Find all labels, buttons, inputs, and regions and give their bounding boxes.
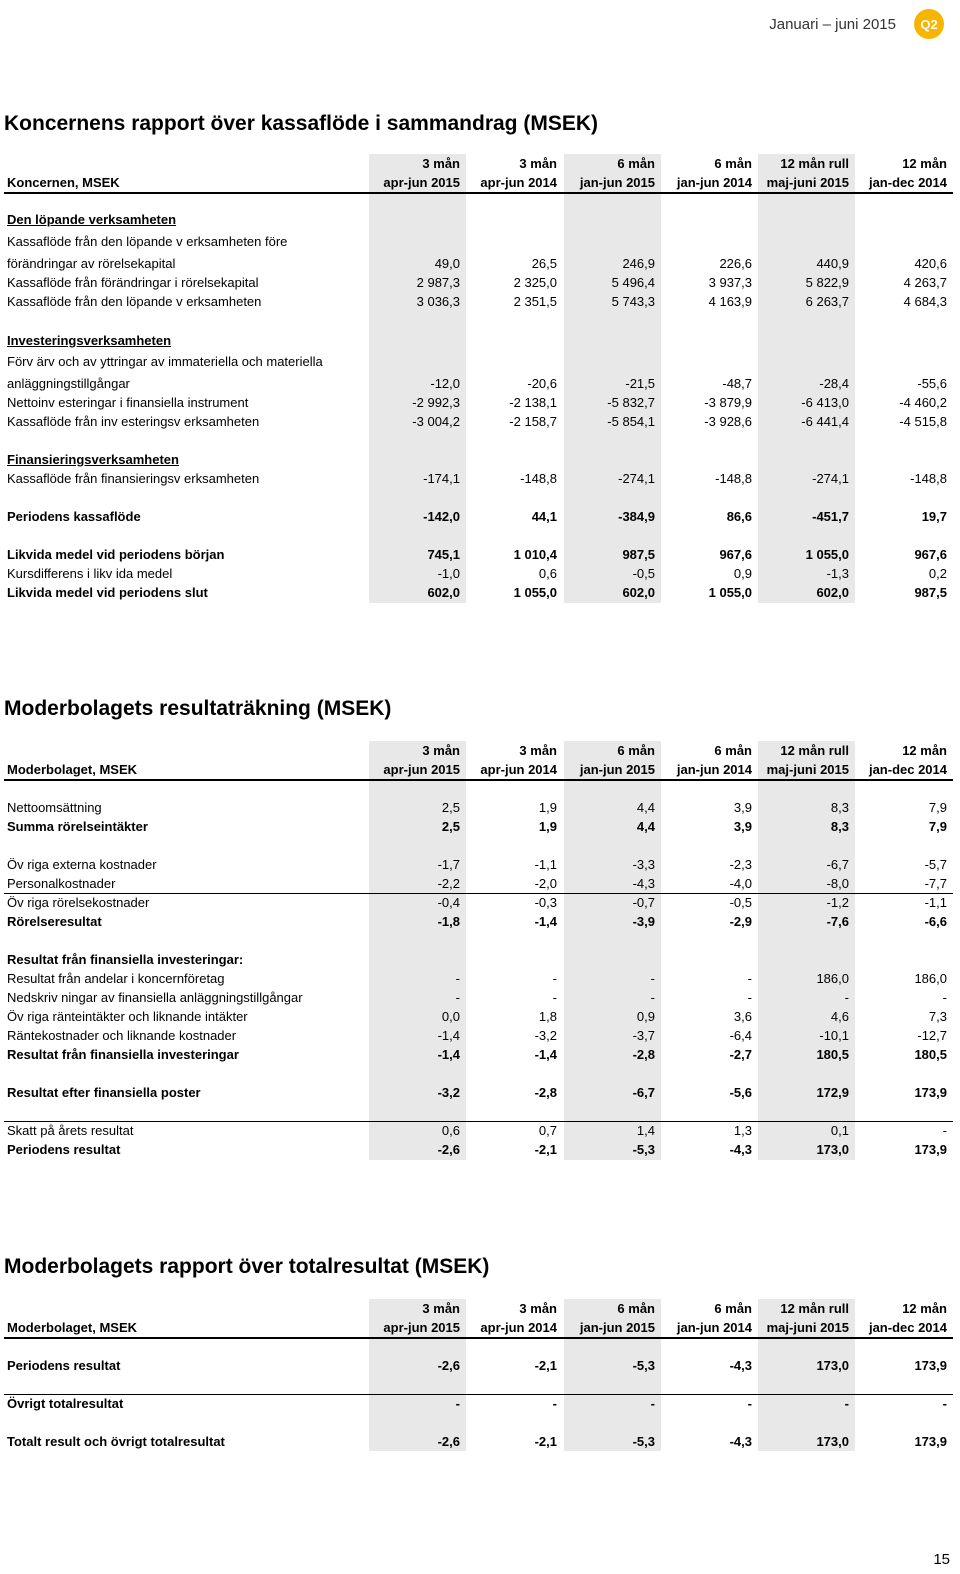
column-header-period-length: 12 mån rull: [780, 1301, 849, 1316]
row-value: 8,3: [830, 800, 849, 815]
row-value: 1 010,4: [513, 547, 557, 562]
row-value: -5 854,1: [607, 414, 655, 429]
column-header-period-length: 12 mån rull: [780, 743, 849, 758]
row-label: Öv riga ränteintäkter och liknande intäkter: [7, 1009, 248, 1024]
row-value: 0,6: [441, 1123, 460, 1138]
header-divider: [4, 779, 953, 781]
row-value: -8,0: [826, 876, 849, 891]
table-row: [4, 292, 953, 311]
row-value: 7,9: [928, 800, 947, 815]
column-header-period: jan-jun 2014: [676, 762, 752, 777]
row-value: -: [552, 990, 557, 1005]
row-value: -: [455, 971, 460, 986]
row-value: 172,9: [816, 1085, 849, 1100]
row-value: -6 441,4: [801, 414, 849, 429]
quarter-badge: Q2: [914, 9, 944, 39]
section-title: Koncernens rapport över kassaflöde i sammandrag (MSEK): [4, 112, 598, 135]
row-label: Resultat från finansiella investeringar: [7, 1047, 239, 1062]
row-label: Rörelseresultat: [7, 914, 102, 929]
column-header-period: maj-juni 2015: [766, 762, 849, 777]
column-header-period: apr-jun 2014: [480, 175, 557, 190]
row-value: 4,6: [830, 1009, 849, 1024]
row-value: -: [942, 1396, 947, 1411]
report-period: Januari – juni 2015: [769, 15, 896, 33]
row-value: 0,9: [733, 566, 752, 581]
row-value: 745,1: [427, 547, 460, 562]
table-row: [4, 507, 953, 526]
row-value: -4 460,2: [899, 395, 947, 410]
row-value: -5 832,7: [607, 395, 655, 410]
column-header-period-length: 3 mån: [422, 1301, 460, 1316]
table-entity-label: Moderbolaget, MSEK: [7, 1320, 138, 1335]
column-header-period: jan-dec 2014: [868, 1320, 947, 1335]
row-value: -2,7: [729, 1047, 752, 1062]
column-header-row: [4, 154, 953, 173]
row-value: -6,6: [924, 914, 947, 929]
row-value: -1,0: [437, 566, 460, 581]
row-value: -3,9: [632, 914, 655, 929]
row-value: 0,7: [538, 1123, 557, 1138]
row-value: 173,0: [816, 1142, 849, 1157]
row-value: 967,6: [719, 547, 752, 562]
table-row: [4, 469, 953, 488]
row-label: Resultat från finansiella investeringar:: [7, 952, 244, 967]
row-value: -4 515,8: [899, 414, 947, 429]
row-value: -28,4: [819, 376, 849, 391]
table-row: [4, 583, 953, 602]
row-value: -1,4: [534, 1047, 557, 1062]
data-table: [4, 697, 953, 1162]
row-value: 2 987,3: [416, 275, 460, 290]
table-row: [4, 798, 953, 817]
row-value: 1,4: [636, 1123, 655, 1138]
row-value: -4,3: [632, 876, 655, 891]
row-value: 967,6: [914, 547, 947, 562]
column-header-period: apr-jun 2015: [383, 1320, 460, 1335]
row-value: -: [942, 990, 947, 1005]
row-label: Periodens kassaflöde: [7, 509, 141, 524]
table-row: [4, 969, 953, 988]
row-value: -7,6: [826, 914, 849, 929]
row-value: -174,1: [423, 471, 460, 486]
row-value: -1,3: [826, 566, 849, 581]
row-value: 2,5: [441, 800, 460, 815]
row-value: 7,3: [928, 1009, 947, 1024]
row-value: -12,0: [430, 376, 460, 391]
row-label: Periodens resultat: [7, 1358, 121, 1373]
row-value: -2,0: [534, 876, 557, 891]
row-label: Kursdifferens i likv ida medel: [7, 566, 173, 581]
row-label: förändringar av rörelsekapital: [7, 256, 176, 271]
row-value: -12,7: [917, 1028, 947, 1043]
row-label: Totalt result och övrigt totalresultat: [7, 1434, 225, 1449]
table-row: [4, 412, 953, 431]
row-label: Kassaflöde från förändringar i rörelsekapital: [7, 275, 259, 290]
row-value: 44,1: [531, 509, 557, 524]
row-value: 987,5: [914, 585, 947, 600]
row-value: 3 036,3: [416, 294, 460, 309]
row-value: -2,6: [437, 1142, 460, 1157]
row-value: -1,8: [437, 914, 460, 929]
row-value: 440,9: [816, 256, 849, 271]
row-value: -6,4: [729, 1028, 752, 1043]
column-header-period: jan-jun 2014: [676, 175, 752, 190]
data-table: [4, 1255, 953, 1455]
row-label: Skatt på årets resultat: [7, 1123, 134, 1138]
table-entity-label: Moderbolaget, MSEK: [7, 762, 138, 777]
table-row: [4, 1394, 953, 1413]
row-value: -: [455, 1396, 460, 1411]
column-header-period-length: 3 mån: [519, 1301, 557, 1316]
row-value: -5,3: [632, 1434, 655, 1449]
table-row: [4, 817, 953, 836]
row-value: -: [455, 990, 460, 1005]
row-value: -2,1: [534, 1358, 557, 1373]
row-value: 987,5: [622, 547, 655, 562]
row-value: -142,0: [423, 509, 460, 524]
section-title: Moderbolagets rapport över totalresultat (MSEK): [4, 1255, 490, 1278]
row-value: -1,1: [924, 895, 947, 910]
row-value: -2,1: [534, 1142, 557, 1157]
income-statement-section: [0, 697, 960, 1162]
row-value: -: [747, 971, 752, 986]
row-value: 180,5: [914, 1047, 947, 1062]
header-divider: [4, 192, 953, 194]
row-value: -274,1: [618, 471, 655, 486]
page-number: 15: [933, 1551, 950, 1568]
row-label: Öv riga externa kostnader: [7, 857, 157, 872]
row-value: 602,0: [427, 585, 460, 600]
row-value: 186,0: [816, 971, 849, 986]
row-value: 5 496,4: [611, 275, 655, 290]
table-row: [4, 210, 953, 229]
row-value: -0,4: [437, 895, 460, 910]
table-row: [4, 254, 953, 273]
row-label: Förv ärv och av yttringar av immateriella och materiella: [7, 354, 323, 369]
column-header-period-length: 6 mån: [714, 743, 752, 758]
row-value: -148,8: [910, 471, 947, 486]
column-header-period: maj-juni 2015: [766, 175, 849, 190]
row-value: 1 055,0: [513, 585, 557, 600]
row-value: -451,7: [812, 509, 849, 524]
table-row: [4, 855, 953, 874]
row-label: Räntekostnader och liknande kostnader: [7, 1028, 237, 1043]
row-label: anläggningstillgångar: [7, 376, 130, 391]
row-value: 173,0: [816, 1434, 849, 1449]
column-header-period-length: 6 mån: [617, 156, 655, 171]
row-value: 7,9: [928, 819, 947, 834]
column-header-period-length: 6 mån: [617, 743, 655, 758]
row-value: -1,4: [437, 1028, 460, 1043]
row-value: -2,2: [437, 876, 460, 891]
row-value: 3 937,3: [708, 275, 752, 290]
row-value: -: [747, 1396, 752, 1411]
row-value: -5,6: [729, 1085, 752, 1100]
row-label: Den löpande verksamheten: [7, 212, 177, 227]
row-value: -0,7: [632, 895, 655, 910]
table-row: [4, 1026, 953, 1045]
row-value: -3,7: [632, 1028, 655, 1043]
row-value: 186,0: [914, 971, 947, 986]
row-value: -10,1: [819, 1028, 849, 1043]
column-header-period-length: 6 mån: [714, 156, 752, 171]
row-value: 19,7: [921, 509, 947, 524]
column-header-period: jan-jun 2015: [579, 762, 655, 777]
row-label: Periodens resultat: [7, 1142, 121, 1157]
comprehensive-income-section: [0, 1255, 960, 1455]
table-row: [4, 393, 953, 412]
row-value: 86,6: [726, 509, 752, 524]
row-value: -2,8: [632, 1047, 655, 1062]
row-label: Nedskriv ningar av finansiella anläggningstillgångar: [7, 990, 303, 1005]
row-value: 246,9: [622, 256, 655, 271]
row-value: 1 055,0: [708, 585, 752, 600]
column-header-period: jan-jun 2015: [579, 175, 655, 190]
row-label: Resultat efter finansiella poster: [7, 1085, 201, 1100]
row-value: -3 928,6: [704, 414, 752, 429]
row-label: Resultat från andelar i koncernföretag: [7, 971, 225, 986]
row-label: Kassaflöde från finansieringsv erksamheten: [7, 471, 260, 486]
row-value: -1,7: [437, 857, 460, 872]
row-value: -: [650, 1396, 655, 1411]
column-header-row: [4, 1299, 953, 1318]
row-value: 5 822,9: [805, 275, 849, 290]
row-value: 4,4: [636, 819, 655, 834]
row-value: -0,5: [632, 566, 655, 581]
row-value: -2 158,7: [509, 414, 557, 429]
row-value: -: [844, 1396, 849, 1411]
row-value: -: [552, 1396, 557, 1411]
table-row: [4, 1140, 953, 1159]
row-value: 1,3: [733, 1123, 752, 1138]
row-value: 1,9: [538, 819, 557, 834]
row-value: -3,3: [632, 857, 655, 872]
row-value: -384,9: [618, 509, 655, 524]
row-value: 4 684,3: [903, 294, 947, 309]
row-label: Kassaflöde från den löpande v erksamheten före: [7, 234, 288, 249]
table-row: [4, 352, 953, 371]
row-label: Övrigt totalresultat: [7, 1396, 124, 1411]
row-value: 0,2: [928, 566, 947, 581]
row-value: 4 263,7: [903, 275, 947, 290]
row-label: Öv riga rörelsekostnader: [7, 895, 150, 910]
row-value: -7,7: [924, 876, 947, 891]
row-label: Likvida medel vid periodens början: [7, 547, 225, 562]
table-row: [4, 564, 953, 583]
row-value: 173,9: [914, 1358, 947, 1373]
table-row: [4, 1121, 953, 1140]
column-header-row: [4, 1318, 953, 1337]
row-label: Personalkostnader: [7, 876, 116, 891]
row-value: -1,4: [437, 1047, 460, 1062]
header-divider: [4, 1337, 953, 1339]
row-value: -2,6: [437, 1358, 460, 1373]
row-value: 4 163,9: [708, 294, 752, 309]
page-header: [769, 12, 944, 36]
row-value: -: [650, 971, 655, 986]
row-value: -0,3: [534, 895, 557, 910]
row-value: -0,5: [729, 895, 752, 910]
row-value: 0,6: [538, 566, 557, 581]
row-value: 602,0: [816, 585, 849, 600]
column-header-period: apr-jun 2014: [480, 1320, 557, 1335]
table-row: [4, 874, 953, 893]
row-value: -1,2: [826, 895, 849, 910]
row-value: 0,0: [441, 1009, 460, 1024]
column-header-period-length: 12 mån: [902, 156, 947, 171]
table-entity-label: Koncernen, MSEK: [7, 175, 120, 190]
row-value: -3,2: [534, 1028, 557, 1043]
row-value: 2 351,5: [513, 294, 557, 309]
row-value: 173,9: [914, 1434, 947, 1449]
table-row: [4, 988, 953, 1007]
row-value: -55,6: [917, 376, 947, 391]
column-header-period: apr-jun 2015: [383, 762, 460, 777]
row-value: -20,6: [527, 376, 557, 391]
column-header-period-length: 3 mån: [422, 156, 460, 171]
row-value: 602,0: [622, 585, 655, 600]
row-value: -4,3: [729, 1358, 752, 1373]
row-value: 180,5: [816, 1047, 849, 1062]
row-value: 1,9: [538, 800, 557, 815]
column-header-period: jan-jun 2015: [579, 1320, 655, 1335]
row-value: -2,8: [534, 1085, 557, 1100]
row-value: -4,3: [729, 1142, 752, 1157]
row-value: 2,5: [441, 819, 460, 834]
row-value: -2 138,1: [509, 395, 557, 410]
row-value: 4,4: [636, 800, 655, 815]
row-value: 3,9: [733, 800, 752, 815]
row-value: -148,8: [520, 471, 557, 486]
row-value: -2,6: [437, 1434, 460, 1449]
column-header-row: [4, 760, 953, 779]
row-value: -4,3: [729, 1434, 752, 1449]
table-row: [4, 1432, 953, 1451]
row-value: 26,5: [531, 256, 557, 271]
row-value: -: [552, 971, 557, 986]
row-value: -21,5: [625, 376, 655, 391]
table-row: [4, 450, 953, 469]
row-value: -6,7: [632, 1085, 655, 1100]
row-value: -5,3: [632, 1142, 655, 1157]
row-value: -3 004,2: [412, 414, 460, 429]
column-header-period-length: 12 mån: [902, 1301, 947, 1316]
row-value: 5 743,3: [611, 294, 655, 309]
row-label: Likvida medel vid periodens slut: [7, 585, 208, 600]
row-value: 2 325,0: [513, 275, 557, 290]
table-row: [4, 374, 953, 393]
row-value: -5,3: [632, 1358, 655, 1373]
column-header-period-length: 12 mån: [902, 743, 947, 758]
row-value: -1,4: [534, 914, 557, 929]
row-value: -2,3: [729, 857, 752, 872]
row-value: -6 413,0: [801, 395, 849, 410]
column-header-period-length: 3 mån: [519, 156, 557, 171]
column-header-row: [4, 741, 953, 760]
column-header-period: jan-dec 2014: [868, 762, 947, 777]
column-header-period: apr-jun 2015: [383, 175, 460, 190]
row-label: Nettoomsättning: [7, 800, 102, 815]
row-value: -: [844, 990, 849, 1005]
table-row: [4, 545, 953, 564]
table-row: [4, 950, 953, 969]
row-value: 1 055,0: [805, 547, 849, 562]
row-value: -: [650, 990, 655, 1005]
data-table: [4, 112, 953, 607]
row-label: Kassaflöde från inv esteringsv erksamheten: [7, 414, 260, 429]
column-header-row: [4, 173, 953, 192]
column-header-period: apr-jun 2014: [480, 762, 557, 777]
row-value: -148,8: [715, 471, 752, 486]
row-value: -48,7: [722, 376, 752, 391]
row-label: Nettoinv esteringar i finansiella instrument: [7, 395, 249, 410]
row-value: -2,9: [729, 914, 752, 929]
column-header-period: maj-juni 2015: [766, 1320, 849, 1335]
row-label: Summa rörelseintäkter: [7, 819, 148, 834]
row-value: -3 879,9: [704, 395, 752, 410]
column-header-period-length: 6 mån: [617, 1301, 655, 1316]
row-value: 8,3: [830, 819, 849, 834]
row-label: Investeringsverksamheten: [7, 333, 172, 348]
table-row: [4, 273, 953, 292]
table-row: [4, 331, 953, 350]
row-value: 173,0: [816, 1358, 849, 1373]
column-header-period-length: 6 mån: [714, 1301, 752, 1316]
row-value: -6,7: [826, 857, 849, 872]
column-header-period-length: 3 mån: [519, 743, 557, 758]
column-header-period-length: 12 mån rull: [780, 156, 849, 171]
column-header-period: jan-jun 2014: [676, 1320, 752, 1335]
row-value: 3,9: [733, 819, 752, 834]
row-value: 420,6: [914, 256, 947, 271]
table-row: [4, 893, 953, 912]
row-value: 6 263,7: [805, 294, 849, 309]
row-value: 0,1: [830, 1123, 849, 1138]
table-row: [4, 1083, 953, 1102]
row-value: 3,6: [733, 1009, 752, 1024]
row-value: -4,0: [729, 876, 752, 891]
row-value: -274,1: [812, 471, 849, 486]
column-header-period: jan-dec 2014: [868, 175, 947, 190]
table-row: [4, 232, 953, 251]
row-value: -2,1: [534, 1434, 557, 1449]
row-value: 49,0: [434, 256, 460, 271]
row-label: Finansieringsverksamheten: [7, 452, 179, 467]
row-value: -: [747, 990, 752, 1005]
table-row: [4, 1356, 953, 1375]
row-value: -2 992,3: [412, 395, 460, 410]
table-row: [4, 912, 953, 931]
row-label: Kassaflöde från den löpande v erksamheten: [7, 294, 262, 309]
row-value: 226,6: [719, 256, 752, 271]
row-value: -5,7: [924, 857, 947, 872]
row-value: -3,2: [437, 1085, 460, 1100]
row-value: 0,9: [636, 1009, 655, 1024]
section-title: Moderbolagets resultaträkning (MSEK): [4, 697, 392, 720]
row-value: 1,8: [538, 1009, 557, 1024]
row-value: 173,9: [914, 1142, 947, 1157]
row-value: -: [942, 1123, 947, 1138]
cashflow-section: [0, 112, 960, 607]
row-value: -1,1: [534, 857, 557, 872]
table-row: [4, 1045, 953, 1064]
column-header-period-length: 3 mån: [422, 743, 460, 758]
row-value: 173,9: [914, 1085, 947, 1100]
table-row: [4, 1007, 953, 1026]
